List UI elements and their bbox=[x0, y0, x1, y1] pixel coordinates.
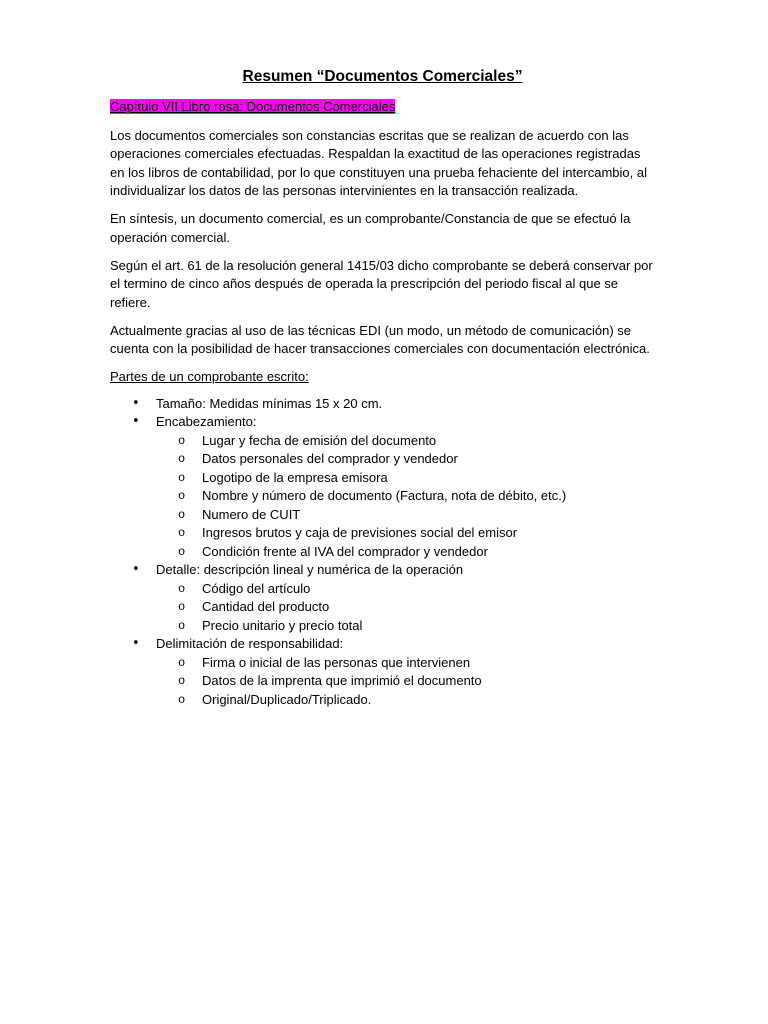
sub-list bbox=[156, 580, 655, 636]
list-item-label: Detalle: descripción lineal y numérica de la operación bbox=[156, 562, 464, 577]
sub-list bbox=[156, 654, 655, 710]
sub-list-item: o Lugar y fecha de emisión del documento bbox=[156, 432, 655, 451]
sub-list-item: o Logotipo de la empresa emisora bbox=[156, 469, 655, 488]
chapter-heading bbox=[110, 98, 655, 117]
list-item bbox=[110, 395, 655, 414]
sub-list-item: o Firma o inicial de las personas que intervienen bbox=[156, 654, 655, 673]
sub-list bbox=[156, 432, 655, 562]
sub-list-item: o Original/Duplicado/Triplicado. bbox=[156, 691, 655, 710]
parts-heading: Partes de un comprobante escrito: bbox=[110, 369, 309, 384]
chapter-highlight: Capítulo VII Libro rosa: Documentos Comerciales bbox=[110, 99, 396, 114]
paragraph-synthesis: En síntesis, un documento comercial, es un comprobante/Constancia de que se efectuó la operación comercial. bbox=[110, 211, 631, 245]
sub-list-item: o Condición frente al IVA del comprador y vendedor bbox=[156, 543, 655, 562]
list-item bbox=[110, 413, 655, 561]
paragraph-definition: Los documentos comerciales son constancias escritas que se realizan de acuerdo con las operaciones comerciales efectuadas. Respaldan la exactitud de las operaciones registradas en los libros de contabilidad, por lo que constituyen una prueba fehaciente del intercambio, al individualizar los datos de las personas intervinientes en la transacción realizada. bbox=[110, 127, 647, 198]
list-item bbox=[110, 561, 655, 635]
sub-list-item: o Nombre y número de documento (Factura, nota de débito, etc.) bbox=[156, 487, 655, 506]
sub-list-item: o Numero de CUIT bbox=[156, 506, 655, 525]
list-item bbox=[110, 635, 655, 709]
document-content bbox=[110, 66, 655, 709]
list-item-label: Encabezamiento: bbox=[156, 414, 257, 429]
sub-list-item: o Ingresos brutos y caja de previsiones social del emisor bbox=[156, 524, 655, 543]
parts-list bbox=[110, 395, 655, 710]
sub-list-item: o Código del artículo bbox=[156, 580, 655, 599]
sub-list-item: o Datos personales del comprador y vendedor bbox=[156, 450, 655, 469]
document-title: Resumen “Documentos Comerciales” bbox=[242, 68, 523, 85]
paragraph-legal: Según el art. 61 de la resolución general 1415/03 dicho comprobante se deberá conservar por el termino de cinco años después de operada la prescripción del periodo fiscal al que se refiere. bbox=[110, 257, 653, 310]
list-item-label: Delimitación de responsabilidad: bbox=[156, 636, 344, 651]
sub-list-item: o Cantidad del producto bbox=[156, 598, 655, 617]
paragraph-edi: Actualmente gracias al uso de las técnicas EDI (un modo, un método de comunicación) se cuenta con la posibilidad de hacer transacciones comerciales con documentación electrónica. bbox=[110, 322, 650, 356]
sub-list-item: o Datos de la imprenta que imprimió el documento bbox=[156, 672, 655, 691]
list-item-label: Tamaño: Medidas mínimas 15 x 20 cm. bbox=[156, 395, 383, 411]
sub-list-item: o Precio unitario y precio total bbox=[156, 617, 655, 636]
